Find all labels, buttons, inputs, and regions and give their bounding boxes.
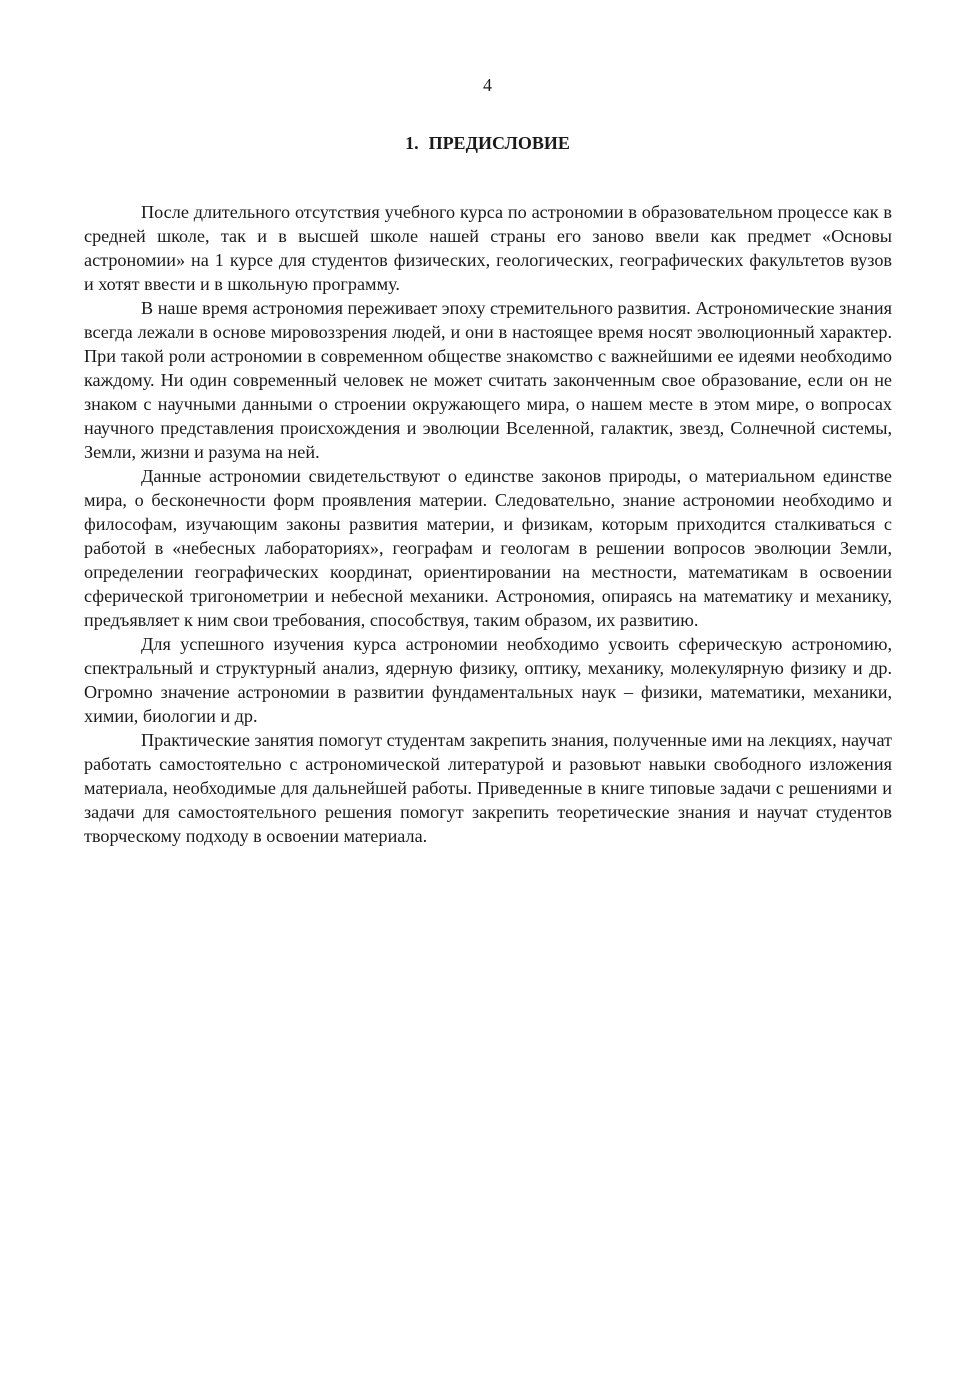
paragraph-4: Для успешного изучения курса астрономии необходимо усвоить сферическую астрономию, спектральный и структурный анализ, ядерную физику, оптику, механику, молекулярную физику и др. Огромно значение астрономии в развитии фундаментальных наук – физики, математики, механики, химии, биологии и др. [84, 634, 892, 726]
paragraph-1: После длительного отсутствия учебного курса по астрономии в образовательном процессе как в средней школе, так и в высшей школе нашей страны его заново ввели как предмет «Основы астрономии» на 1 курсе для студентов физических, геологических, географических факультетов вузов и хотят ввести и в школьную программу. [84, 202, 892, 294]
section-number: 1. [405, 133, 419, 153]
section-title: ПРЕДИСЛОВИЕ [428, 133, 570, 153]
paragraph-5: Практические занятия помогут студентам закрепить знания, полученные ими на лекциях, научат работать самостоятельно с астрономической литературой и разовьют навыки свободного изложения материала, необходимые для дальнейшей работы. Приведенные в книге типовые задачи с решениями и задачи для самостоятельного решения помогут закрепить теоретические знания и научат студентов творческому подходу в освоении материала. [84, 730, 892, 846]
paragraph-3: Данные астрономии свидетельствуют о единстве законов природы, о материальном единстве мира, о бесконечности форм проявления материи. Следовательно, знание астрономии необходимо и философам, изучающим законы развития материи, и физикам, которым приходится сталкиваться с работой в «небесных лабораториях», географам и геологам в решении вопросов эволюции Земли, определении географических координат, ориентировании на местности, математикам в освоении сферической тригонометрии и небесной механики. Астрономия, опираясь на математику и механику, предъявляет к ним свои требования, способствуя, таким образом, их развитию. [84, 466, 892, 630]
paragraph-2: В наше время астрономия переживает эпоху стремительного развития. Астрономические знания всегда лежали в основе мировоззрения людей, и они в настоящее время носят эволюционный характер. При такой роли астрономии в современном обществе знакомство с важнейшими ее идеями необходимо каждому. Ни один современный человек не может считать законченным свое образование, если он не знаком с научными данными о строении окружающего мира, о нашем месте в этом мире, о вопросах научного представления происхождения и эволюции Вселенной, галактик, звезд, Солнечной системы, Земли, жизни и разума на ней. [84, 298, 892, 462]
section-heading [0, 131, 975, 155]
body-text [84, 200, 892, 848]
page-number: 4 [483, 75, 492, 95]
